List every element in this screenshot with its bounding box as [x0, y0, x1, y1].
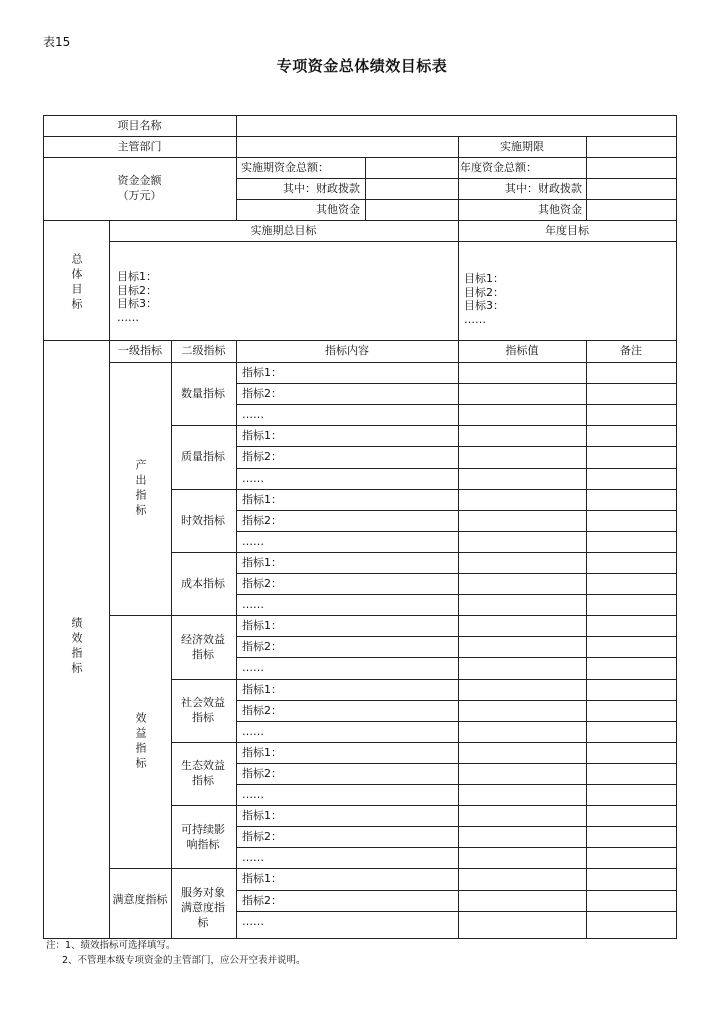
indicator-value-input[interactable] [461, 596, 587, 614]
fiscal-left-label: 其中：财政拨款 [283, 182, 360, 195]
indicator-item: 指标2： [242, 450, 282, 464]
indicator-item: 指标1： [242, 555, 282, 569]
indicator-value-input[interactable] [461, 744, 587, 762]
indicator-note-input[interactable] [589, 448, 677, 466]
indicator-value-input[interactable] [461, 406, 587, 424]
page-title: 专项资金总体绩效目标表 [276, 57, 448, 75]
indicator-note-input[interactable] [589, 406, 677, 424]
period-input[interactable] [590, 138, 676, 157]
indicator-item: …… [242, 471, 264, 485]
indicator-note-input[interactable] [589, 364, 677, 382]
goal-item: 目标1： [117, 270, 157, 283]
indicator-item: …… [242, 914, 264, 928]
indicator-note-input[interactable] [589, 786, 677, 804]
annual-total-label: 年度资金总额： [460, 161, 537, 174]
fiscal-right-label: 其中：财政拨款 [505, 182, 582, 195]
footnote-1: 注：1、绩效指标可选择填写。 [46, 940, 176, 951]
indicator-note-input[interactable] [589, 575, 677, 593]
indicator-note-input[interactable] [589, 870, 677, 888]
indicator-item: …… [242, 408, 264, 422]
level1-indicator: 产出指标 [134, 458, 147, 519]
indicator-value-input[interactable] [461, 448, 587, 466]
indicator-item: …… [242, 724, 264, 738]
goal-item: 目标2： [117, 283, 157, 297]
indicator-item: 指标1： [242, 682, 282, 696]
level2-indicator: 时效指标 [181, 513, 225, 527]
indicator-note-input[interactable] [589, 702, 677, 720]
department-input[interactable] [240, 138, 458, 157]
indicator-value-input[interactable] [461, 828, 587, 846]
indicator-note-input[interactable] [589, 638, 677, 656]
col-value-heading: 指标值 [505, 344, 539, 357]
goal-item: 目标2： [464, 285, 504, 299]
fiscal-right-input[interactable] [590, 180, 676, 199]
indicator-note-input[interactable] [589, 512, 677, 530]
indicator-item: …… [242, 851, 264, 865]
indicator-note-input[interactable] [589, 554, 677, 572]
indicator-value-input[interactable] [461, 638, 587, 656]
indicator-item: …… [242, 598, 264, 612]
indicator-value-input[interactable] [461, 533, 587, 551]
goal-item: …… [117, 310, 139, 324]
indicator-note-input[interactable] [589, 913, 677, 931]
level1-indicator: 满意度指标 [112, 893, 168, 907]
indicator-note-input[interactable] [589, 892, 677, 910]
indicator-value-input[interactable] [461, 470, 587, 488]
performance-label: 绩效指标 [70, 617, 83, 677]
indicator-item: …… [242, 661, 264, 675]
indicator-note-input[interactable] [589, 533, 677, 551]
indicator-value-input[interactable] [461, 385, 587, 403]
indicator-value-input[interactable] [461, 870, 587, 888]
level2-indicator: 成本指标 [181, 577, 225, 591]
level2-indicator: 质量指标 [181, 450, 225, 464]
indicator-value-input[interactable] [461, 491, 587, 509]
level2-indicator: 生态效益指标 [181, 759, 225, 788]
level2-indicator: 可持续影响指标 [181, 822, 225, 851]
department-label: 主管部门 [117, 140, 162, 153]
indicator-value-input[interactable] [461, 554, 587, 572]
level2-indicator: 经济效益指标 [181, 632, 225, 661]
other-right-label: 其他资金 [538, 203, 582, 216]
indicator-value-input[interactable] [461, 427, 587, 445]
indicator-item: 指标1： [242, 619, 282, 633]
indicator-note-input[interactable] [589, 427, 677, 445]
level2-indicator: 社会效益指标 [181, 696, 225, 725]
indicator-item: 指标2： [242, 387, 282, 401]
footnote-2: 2、不管理本级专项资金的主管部门，应公开空表并说明。 [62, 955, 306, 966]
indicator-value-input[interactable] [461, 892, 587, 910]
indicator-item: …… [242, 788, 264, 801]
level2-indicator: 服务对象满意度指标 [181, 886, 225, 930]
indicator-note-input[interactable] [589, 491, 677, 509]
indicator-item: 指标2： [242, 703, 282, 717]
indicator-note-input[interactable] [589, 659, 677, 677]
overall-goal-label: 总体目标 [70, 253, 83, 313]
col-level2-heading: 二级指标 [181, 344, 226, 357]
footnotes [46, 938, 306, 968]
indicator-value-input[interactable] [461, 849, 587, 867]
indicator-note-input[interactable] [589, 828, 677, 846]
indicator-note-input[interactable] [589, 470, 677, 488]
indicator-value-input[interactable] [461, 913, 587, 931]
goal-item: 目标3： [464, 299, 504, 312]
annual-goal-heading: 年度目标 [545, 224, 589, 237]
indicator-item: 指标1： [242, 809, 282, 823]
period-total-label: 实施期资金总额： [241, 161, 329, 174]
indicator-item: 指标2： [242, 766, 282, 780]
project-name-input[interactable] [240, 117, 674, 136]
indicator-note-input[interactable] [589, 723, 677, 741]
indicator-value-input[interactable] [461, 807, 587, 825]
indicator-note-input[interactable] [589, 617, 677, 635]
indicator-note-input[interactable] [589, 596, 677, 614]
indicator-value-input[interactable] [461, 575, 587, 593]
indicator-value-input[interactable] [461, 786, 587, 804]
level2-indicator: 数量指标 [181, 387, 225, 401]
indicator-item: 指标2： [242, 577, 282, 590]
goal-item: 目标1： [464, 272, 504, 285]
indicator-item: 指标2： [242, 640, 282, 654]
indicator-value-input[interactable] [461, 659, 587, 677]
indicator-item: 指标1： [242, 745, 282, 759]
indicator-item: 指标1： [242, 366, 282, 379]
indicator-note-input[interactable] [589, 385, 677, 403]
indicator-value-input[interactable] [461, 512, 587, 530]
fiscal-left-input[interactable] [368, 180, 458, 199]
indicator-item: …… [242, 534, 264, 548]
period-goal-list [117, 270, 157, 324]
indicator-value-input[interactable] [461, 681, 587, 699]
indicator-value-input[interactable] [461, 617, 587, 635]
table-number: 表15 [43, 35, 71, 49]
col-level1-heading: 一级指标 [118, 344, 162, 357]
indicator-item: 指标2： [242, 513, 282, 527]
indicator-item: 指标1： [242, 429, 282, 443]
period-goal-heading: 实施期总目标 [250, 224, 317, 237]
col-content-heading: 指标内容 [325, 344, 369, 357]
indicator-note-input[interactable] [589, 849, 677, 867]
goal-item: 目标3： [117, 297, 157, 310]
fund-amount-label: 资金金额 [117, 174, 162, 187]
period-label: 实施期限 [500, 140, 544, 153]
goal-item: …… [464, 312, 486, 326]
indicator-value-input[interactable] [461, 364, 587, 382]
other-right-input[interactable] [590, 201, 676, 220]
fund-unit-label: （万元） [117, 189, 162, 202]
indicator-item: 指标1： [242, 872, 282, 886]
col-note-heading: 备注 [620, 344, 642, 357]
indicator-value-input[interactable] [461, 723, 587, 741]
indicator-value-input[interactable] [461, 765, 587, 783]
indicator-note-input[interactable] [589, 744, 677, 762]
project-name-label: 项目名称 [117, 119, 162, 132]
indicator-item: 指标1： [242, 492, 282, 506]
indicator-item: 指标2： [242, 893, 282, 907]
indicator-note-input[interactable] [589, 807, 677, 825]
indicator-note-input[interactable] [589, 765, 677, 783]
annual-goal-list [464, 272, 504, 326]
indicator-note-input[interactable] [589, 681, 677, 699]
level1-indicator: 效益指标 [134, 711, 147, 772]
other-left-label: 其他资金 [316, 203, 360, 216]
indicator-value-input[interactable] [461, 702, 587, 720]
indicator-item: 指标2： [242, 830, 282, 844]
annual-total-input[interactable] [590, 159, 676, 178]
other-left-input[interactable] [368, 201, 458, 220]
period-total-input[interactable] [368, 159, 458, 178]
